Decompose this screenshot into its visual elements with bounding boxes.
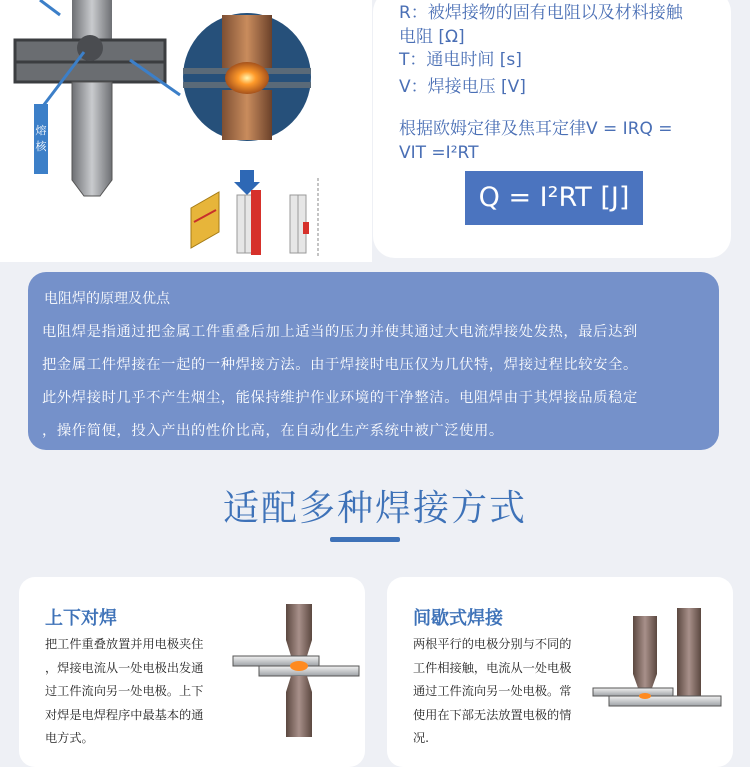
- principle-line: 把金属工件焊接在一起的一种焊接方法。由于焊接时电压仅为几伏特，焊接过程比较安全。: [42, 357, 638, 373]
- law-statement-2: VIT =I²RT: [399, 143, 479, 163]
- description-line: 况.: [413, 731, 430, 745]
- method-title: 间歇式焊接: [413, 608, 503, 629]
- resistance-unit: 电阻 [Ω]: [399, 27, 465, 47]
- time-definition: T：通电时间 [s]: [399, 50, 522, 70]
- series-weld-diagram: [589, 604, 729, 754]
- resistance-definition: R：被焊接物的固有电阻以及材料接触: [399, 3, 683, 23]
- method-description: [413, 633, 591, 751]
- law-statement-1: 根据欧姆定律及焦耳定律V = IRQ =: [399, 119, 673, 139]
- description-line: ，焊接电流从一处电极出发通: [45, 660, 204, 675]
- voltage-definition: V：焊接电压 [V]: [399, 77, 526, 97]
- lower-electrode: [72, 82, 112, 196]
- svg-text:熔: 熔: [35, 124, 47, 137]
- description-line: 两根平行的电极分别与不同的: [413, 637, 572, 651]
- electrode-cross-section-diagram: [0, 0, 372, 262]
- method-card-butt-weld: [19, 577, 365, 767]
- principle-line: 电阻焊是指通过把金属工件重叠后加上适当的压力并使其通过大电流焊接处发热，最后达到: [42, 324, 638, 340]
- principle-title: 电阻焊的原理及优点: [44, 291, 170, 307]
- joule-formula: Q = I²RT [J]: [465, 171, 643, 225]
- section-title: 适配多种焊接方式: [222, 488, 527, 529]
- method-title: 上下对焊: [45, 608, 117, 629]
- method-description: [45, 633, 223, 751]
- description-line: 对焊是电焊程序中最基本的通: [45, 707, 204, 722]
- section-underline: [330, 537, 400, 542]
- description-line: 电方式。: [45, 731, 94, 745]
- butt-weld-diagram: [231, 604, 361, 754]
- description-line: 把工件重叠放置并用电极夹住: [45, 637, 204, 651]
- description-line: 使用在下部无法放置电极的情: [413, 707, 572, 722]
- description-line: 通过工件流向另一处电极。常: [413, 684, 572, 698]
- principle-line: ，操作简便，投入产出的性价比高，在自动化生产系统中被广泛使用。: [42, 423, 504, 439]
- description-line: 过工件流向另一处电极。上下: [45, 684, 204, 698]
- formula-card: [373, 0, 731, 258]
- welding-illustration-area: [0, 0, 372, 262]
- principle-text: [42, 316, 712, 448]
- principle-card: [28, 272, 719, 450]
- description-line: 工件相接触，电流从一处电极: [413, 660, 572, 675]
- method-card-series-weld: [387, 577, 733, 767]
- principle-line: 此外焊接时几乎不产生烟尘，能保持维护作业环境的干净整洁。电阻焊由于其焊接品质稳定: [42, 390, 638, 406]
- svg-text:核: 核: [35, 140, 47, 153]
